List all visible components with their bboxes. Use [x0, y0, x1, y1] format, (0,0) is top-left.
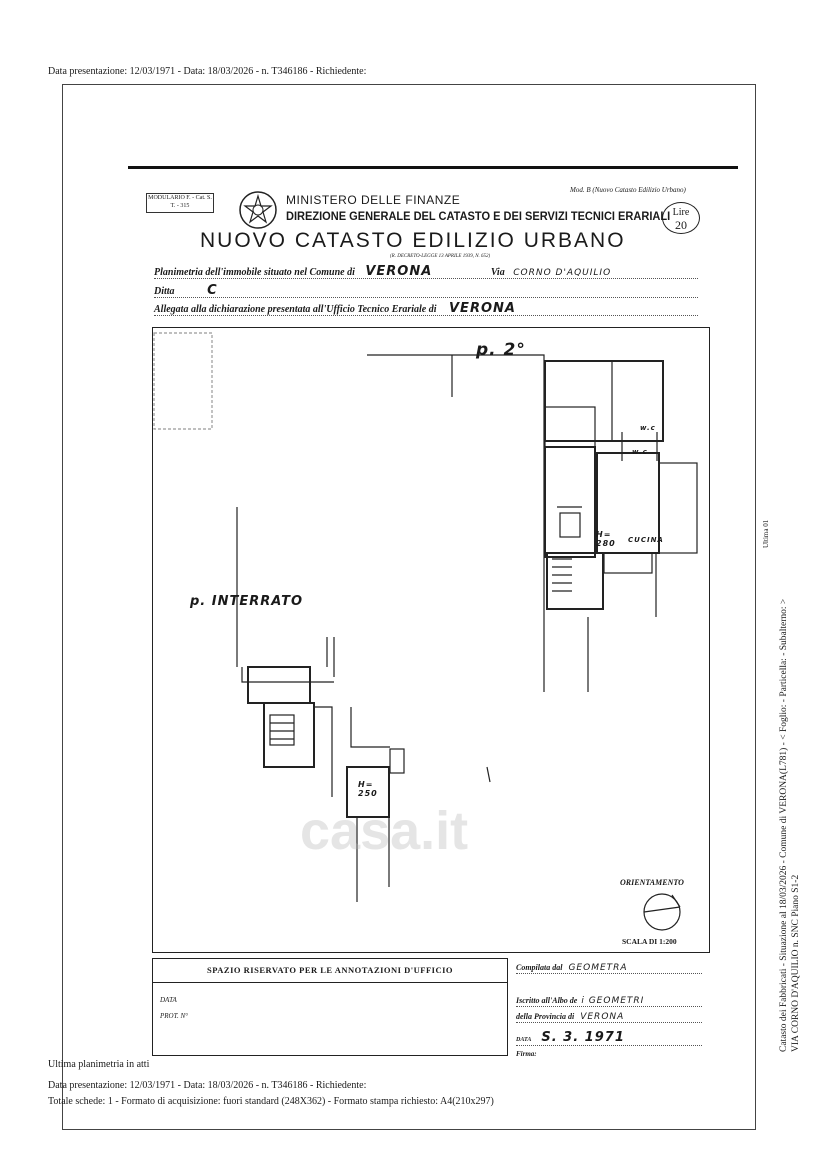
annotations-rule	[152, 982, 508, 983]
height-label-2: H= 250	[358, 780, 378, 798]
allegata-line	[154, 301, 698, 316]
annotations-title: SPAZIO RISERVATO PER LE ANNOTAZIONI D'UFFICIO	[207, 965, 453, 975]
italian-emblem-icon	[236, 188, 280, 232]
top-rule	[128, 166, 738, 169]
height-label-1: H= 280	[596, 530, 616, 548]
lire-value: 20	[675, 218, 687, 232]
provincia-line	[516, 1012, 702, 1023]
planimetria-line	[154, 264, 698, 279]
provincia-value: VERONA	[580, 1012, 625, 1022]
compilata-label: Compilata dal	[516, 963, 563, 972]
ditta-label: Ditta	[154, 286, 175, 297]
data-sign-line	[516, 1030, 702, 1046]
comune-value: VERONA	[365, 264, 433, 279]
iscritto-line	[516, 996, 702, 1007]
room-label-cucina: CUCINA	[628, 536, 664, 544]
lire-label: Lire	[672, 207, 690, 218]
ditta-value: C	[207, 283, 218, 298]
side-stamp: Ultima 01	[762, 519, 770, 548]
side-line-1: Catasto dei Fabbricati - Situazione al 18/03/2026 - Comune di VERONA(L781) - < Foglio: - Particella: - Subalterno: >	[779, 598, 789, 1052]
side-vertical-text	[778, 492, 802, 1052]
data-sign-value: S. 3. 1971	[541, 1030, 625, 1045]
orientamento-label: ORIENTAMENTO	[620, 878, 684, 887]
footer-line-2: Totale schede: 1 - Formato di acquisizione: fuori standard (248X362) - Formato stampa richiesto: A4(210x297)	[48, 1096, 494, 1107]
data-sign-label: DATA	[516, 1037, 532, 1043]
ditta-line	[154, 283, 698, 298]
side-line-2: VIA CORNO D'AQUILIO n. SNC Piano S1-2	[791, 874, 801, 1052]
iscritto-label: Iscritto all'Albo de	[516, 996, 578, 1005]
lire-stamp	[662, 202, 700, 234]
header-line: Data presentazione: 12/03/1971 - Data: 18/03/2026 - n. T346186 - Richiedente:	[48, 66, 367, 77]
firma-label: Firma:	[516, 1050, 537, 1058]
annot-prot-label: PROT. N°	[160, 1012, 188, 1020]
ufficio-value: VERONA	[449, 301, 516, 316]
provincia-label: della Provincia di	[516, 1012, 575, 1021]
via-label: Via	[490, 267, 505, 278]
ministero-title: MINISTERO DELLE FINANZE	[286, 193, 461, 207]
direzione-title: DIREZIONE GENERALE DEL CATASTO E DEI SERVIZI TECNICI ERARIALI	[286, 209, 671, 223]
via-value: CORNO D'AQUILIO	[513, 268, 612, 278]
iscritto-value: i GEOMETRI	[581, 996, 645, 1006]
floor-label-interrato: p. INTERRATO	[190, 594, 303, 609]
annot-data-label: DATA	[160, 996, 177, 1004]
allegata-label: Allegata alla dichiarazione presentata all'Ufficio Tecnico Erariale di	[154, 304, 437, 315]
decreto-label: (R. DECRETO-LEGGE 13 APRILE 1939, N. 652)	[390, 254, 491, 259]
modulario-box: MODULARIO F. - Cat. S. T. - 315	[146, 193, 214, 213]
compilata-value: GEOMETRA	[568, 963, 628, 973]
compilata-line	[516, 963, 702, 974]
planimetria-label: Planimetria dell'immobile situato nel Comune di	[154, 267, 355, 278]
room-label-wc2: w.c	[632, 448, 648, 456]
scala-label: SCALA DI 1:200	[622, 937, 677, 946]
mod-b-label: Mod. B (Nuovo Catasto Edilizio Urbano)	[570, 186, 686, 194]
room-label-wc1: w.c	[640, 424, 656, 432]
floor-label-p2: p. 2°	[476, 340, 526, 360]
watermark: casa.it	[300, 801, 469, 861]
ultima-planimetria: Ultima planimetria in atti	[48, 1059, 150, 1070]
footer-line-1: Data presentazione: 12/03/1971 - Data: 18/03/2026 - n. T346186 - Richiedente:	[48, 1080, 367, 1091]
document-title: NUOVO CATASTO EDILIZIO URBANO	[200, 229, 626, 252]
